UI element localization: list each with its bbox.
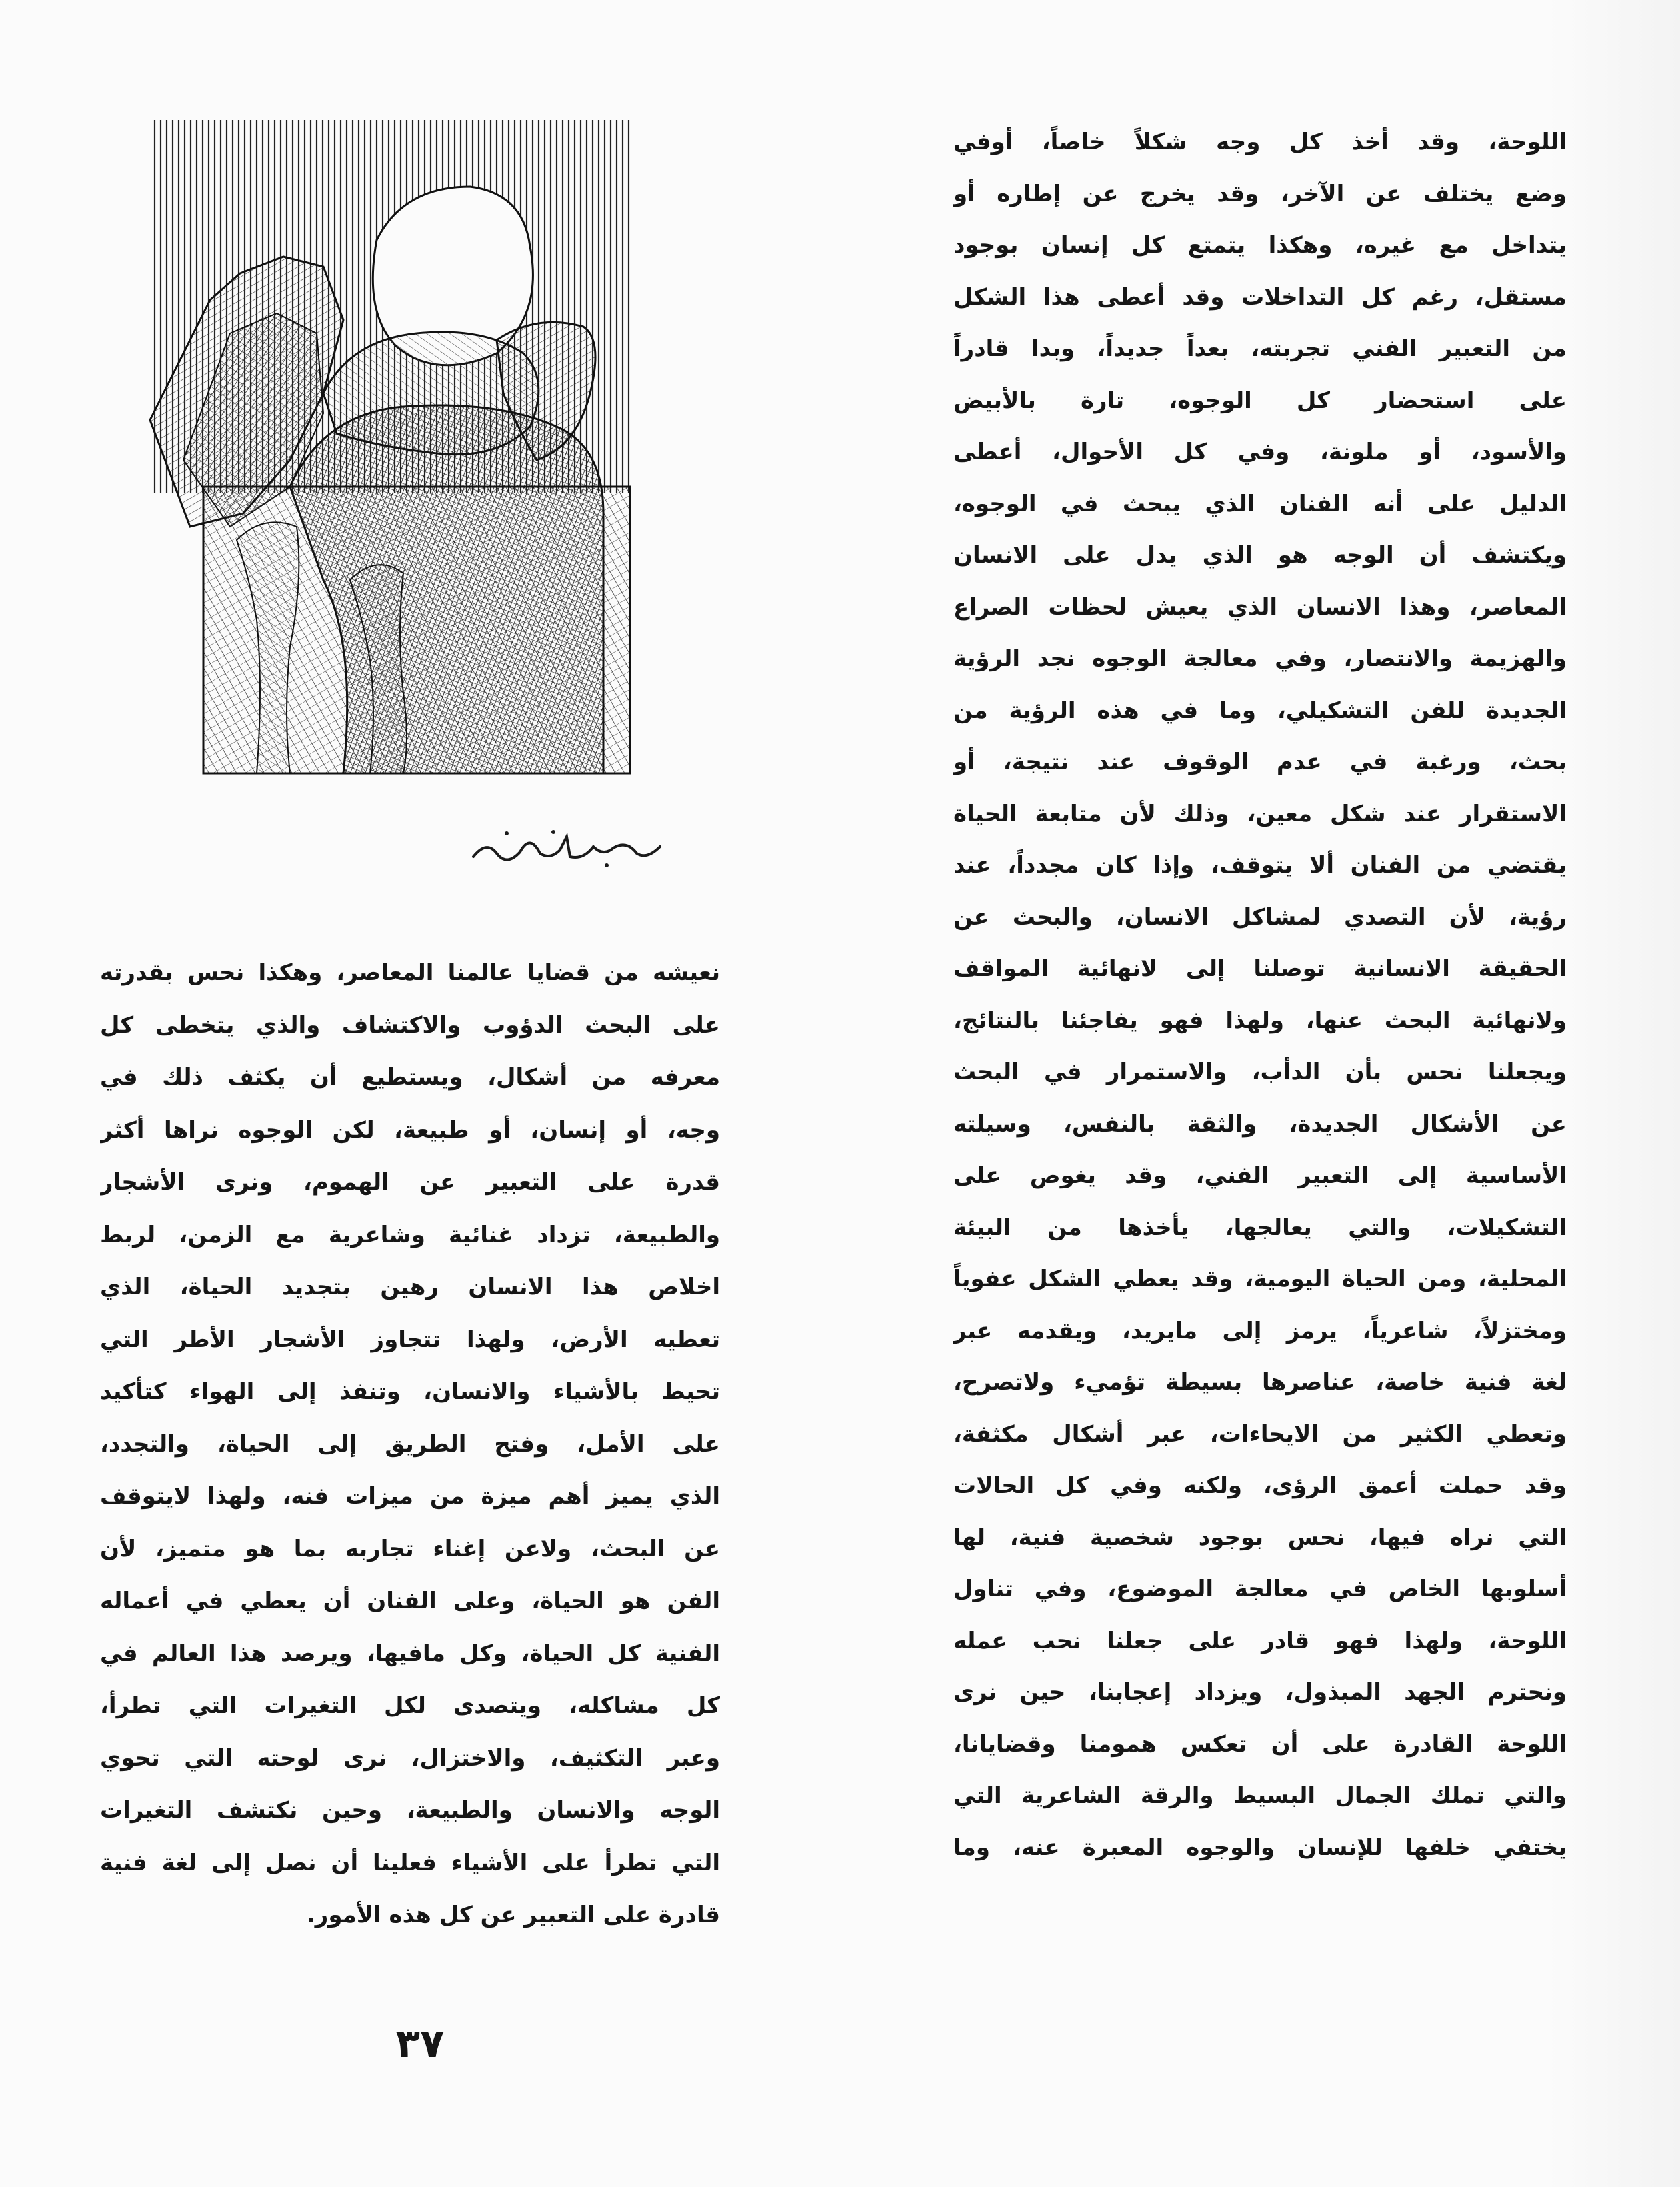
article-left-column [100,947,720,1942]
text-line: قادرة على التعبير عن كل هذه الأمور. [306,1902,720,1928]
artist-signature [467,820,667,873]
text-line: وضع يختلف عن الآخر، وقد يخرج عن إطاره أو [953,180,1567,207]
text-line: الجديدة للفن التشكيلي، وما في هذه الرؤية من [953,697,1567,724]
text-line: وقد حملت أعمق الرؤى، ولكنه وفي كل الحالات [953,1472,1567,1499]
text-line: من التعبير الفني تجربته، بعداً جديداً، وبدا قادراً [953,335,1567,362]
text-line: المعاصر، وهذا الانسان الذي يعيش لحظات الصراع [953,593,1567,621]
text-line: الحقيقة الانسانية توصلنا إلى لانهائية المواقف [953,955,1567,982]
text-line: الفن هو الحياة، وعلى الفنان أن يعطي في أعماله [100,1588,720,1614]
text-line: ونحترم الجهد المبذول، ويزداد إعجابنا، حين نرى [953,1679,1567,1706]
text-line: والهزيمة والانتصار، وفي معالجة الوجوه نجد الرؤية [953,645,1567,672]
text-line: والطبيعة، تزداد غنائية وشاعرية مع الزمن، لربط [100,1221,720,1248]
text-line: بحث، ورغبة في عدم الوقوف عند نتيجة، أو [953,749,1567,775]
text-line: الفنية كل الحياة، وكل مافيها، ويرصد هذا العالم في [100,1640,720,1667]
text-line: على استحضار كل الوجوه، تارة بالأبيض [953,387,1567,414]
page-edge-shadow [1547,0,1680,2187]
text-line: الوجه والانسان والطبيعة، وحين نكتشف التغيرات [100,1797,720,1824]
text-line: والتي تملك الجمال البسيط والرقة الشاعرية التي [953,1782,1567,1809]
text-line: قدرة على التعبير عن الهموم، ونرى الأشجار [100,1169,720,1196]
text-line: التي نراه فيها، نحس بوجود شخصية فنية، لها [953,1524,1567,1551]
text-line: الدليل على أنه الفنان الذي يبحث في الوجوه، [953,490,1567,517]
text-line: اللوحة، ولهذا فهو قادر على جعلنا نحب عمله [953,1627,1567,1654]
text-line: يقتضي من الفنان ألا يتوقف، وإذا كان مجدداً، عند [953,852,1567,879]
text-line: رؤية، لأن التصدي لمشاكل الانسان، والبحث عن [953,903,1567,931]
text-line: التي تطرأ على الأشياء فعلينا أن نصل إلى لغة فنية [100,1849,720,1876]
text-line: المحلية، ومن الحياة اليومية، وقد يعطي الشكل عفوياً [953,1266,1567,1292]
text-line: تحيط بالأشياء والانسان، وتنفذ إلى الهواء كتأكيد [100,1378,720,1405]
text-line: عن الأشكال الجديدة، والثقة بالنفس، وسيلته [953,1110,1567,1138]
text-line: ويكتشف أن الوجه هو الذي يدل على الانسان [953,542,1567,569]
text-line: وعبر التكثيف، والاختزال، نرى لوحته التي تحوي [100,1744,720,1772]
text-line: نعيشه من قضايا عالمنا المعاصر، وهكذا نحس بقدرته [100,959,720,986]
text-line: ويجعلنا نحس بأن الدأب، والاستمرار في البحث [953,1059,1567,1085]
text-line: لغة فنية خاصة، عناصرها بسيطة تؤميء ولاتصرح، [953,1369,1567,1396]
text-line: يتداخل مع غيره، وهكذا يتمتع كل إنسان بوجود [953,232,1567,259]
text-line: كل مشاكله، ويتصدى لكل التغيرات التي تطرأ، [100,1692,720,1719]
text-line: عن البحث، ولاعن إغناء تجاربه بما هو متميز، لأن [100,1535,720,1562]
text-line: اخلاص هذا الانسان رهين بتجديد الحياة، الذي [100,1274,720,1300]
article-right-column [953,117,1567,1874]
text-line: تعطيه الأرض، ولهذا تتجاوز الأشجار الأطر التي [100,1326,720,1353]
text-line: على البحث الدؤوب والاكتشاف والذي يتخطى كل [100,1011,720,1039]
text-line: مستقل، رغم كل التداخلات وقد أعطى هذا الشكل [953,283,1567,311]
text-line: الاستقرار عند شكل معين، وذلك لأن متابعة الحياة [953,800,1567,827]
text-line: التشكيلات، والتي يعالجها، يأخذها من البيئة [953,1214,1567,1241]
text-line: معرفه من أشكال، ويستطيع أن يكثف ذلك في [100,1064,720,1091]
text-line: على الأمل، وفتح الطريق إلى الحياة، والتجدد، [100,1430,720,1458]
text-line: اللوحة القادرة على أن تعكس همومنا وقضايانا، [953,1730,1567,1758]
text-line: الذي يميز أهم ميزة من ميزات فنه، ولهذا لايتوقف [100,1483,720,1510]
text-line: أسلوبها الخاص في معالجة الموضوع، وفي تناول [953,1576,1567,1602]
text-line: والأسود، أو ملونة، وفي كل الأحوال، أعطى [953,439,1567,465]
page-number: ٣٧ [395,2020,445,2067]
text-line: الأساسية إلى التعبير الفني، وقد يغوص على [953,1162,1567,1189]
text-line: وجه، أو إنسان، أو طبيعة، لكن الوجوه نراها أكثر [100,1116,720,1144]
text-line: اللوحة، وقد أخذ كل وجه شكلاً خاصاً، أوفي [953,129,1567,155]
text-line: يختفي خلفها للإنسان والوجوه المعبرة عنه، وما [953,1834,1567,1861]
hatched-illustration [123,113,657,780]
text-line: ولانهائية البحث عنها، ولهذا فهو يفاجئنا بالنتائج، [953,1007,1567,1034]
text-line: ومختزلاً، شاعرياً، يرمز إلى مايريد، ويقدمه عبر [953,1317,1567,1344]
text-line: وتعطي الكثير من الايحاءات، عبر أشكال مكثفة، [953,1420,1567,1448]
